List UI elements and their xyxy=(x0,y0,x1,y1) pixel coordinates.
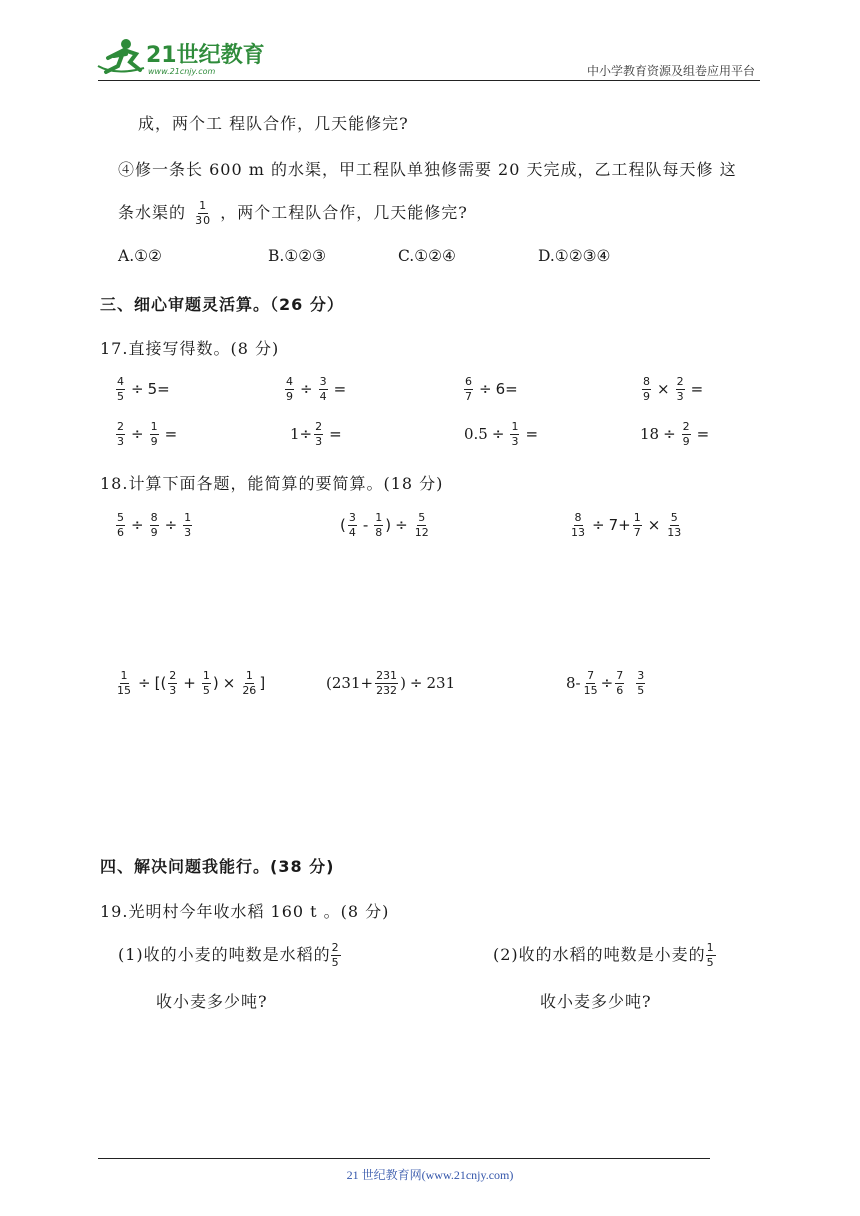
option-a[interactable]: A.①② xyxy=(118,247,162,265)
calc-18-6: 8- $\frac{7}{15}$ ÷ $\frac{7}{6}$ $\frac{3}{5}$ xyxy=(566,669,645,697)
site-logo xyxy=(96,36,296,78)
question-19-sub1-line1: (1)收的小麦的吨数是水稻的 $\frac{2}{5}$ xyxy=(118,941,340,969)
header-platform-text: 中小学教育资源及组卷应用平台 xyxy=(586,64,755,78)
calc-17-1: $\frac{4}{5}$ ÷ 5= xyxy=(117,375,170,403)
header-divider xyxy=(98,80,760,81)
question-19-sub1-line2: 收小麦多少吨? xyxy=(156,992,268,1011)
calc-17-7: 0.5 ÷ $\frac{1}{3}$ = xyxy=(464,420,539,448)
question-16-item-4-line1: ④修一条长 600 m 的水渠，甲工程队单独修需要 20 天完成，乙工程队每天修 这 xyxy=(118,160,737,179)
item4-text-post: ，两个工程队合作，几天能修完? xyxy=(220,203,468,222)
svg-text:21世纪教育: 21世纪教育 xyxy=(146,43,265,68)
calc-18-2: ( $\frac{3}{4}$ - $\frac{1}{8}$ ) ÷ $\frac{5}{12}$ xyxy=(340,511,429,539)
calc-17-8: 18 ÷ $\frac{2}{9}$ = xyxy=(640,420,710,448)
svg-text:www.21cnjy.com: www.21cnjy.com xyxy=(148,67,216,76)
calc-17-4: $\frac{8}{9}$ × $\frac{2}{3}$ = xyxy=(643,375,704,403)
question-16-continued-line: 成，两个工 程队合作，几天能修完? xyxy=(138,114,409,133)
item4-text-pre: 条水渠的 xyxy=(118,203,187,222)
question-18-title: 18.计算下面各题，能简算的要简算。(18 分) xyxy=(100,474,444,493)
section-3-title: 三、细心审题灵活算。（26 分） xyxy=(100,295,344,314)
calc-17-6: 1÷ $\frac{2}{3}$ = xyxy=(290,420,342,448)
fraction-2-5: $\frac{2}{5}$ xyxy=(331,941,340,969)
footer-divider xyxy=(98,1158,710,1159)
calc-17-3: $\frac{6}{7}$ ÷ 6= xyxy=(465,375,518,403)
calc-18-5: (231+ $\frac{231}{232}$ ) ÷ 231 xyxy=(326,669,456,697)
section-4-title: 四、解决问题我能行。(38 分) xyxy=(100,857,335,876)
question-19-sub2-line2: 收小麦多少吨? xyxy=(540,992,652,1011)
question-16-item-4-line2 xyxy=(118,200,468,227)
fraction-1-30: $\frac{1}{30}$ xyxy=(195,199,212,227)
calc-18-4: $\frac{1}{15}$ ÷ [( $\frac{2}{3}$ + $\frac{1}{5}$ ) × $\frac{1}{26}$ ] xyxy=(117,669,266,697)
option-b[interactable]: B.①②③ xyxy=(268,247,327,265)
question-19-title: 19.光明村今年收水稻 160 t 。(8 分) xyxy=(100,902,390,921)
option-d[interactable]: D.①②③④ xyxy=(538,247,611,265)
footer-text[interactable]: 21 世纪教育网(www.21cnjy.com) xyxy=(346,1168,514,1182)
question-17-title: 17.直接写得数。(8 分) xyxy=(100,339,280,358)
fraction-1-5: $\frac{1}{5}$ xyxy=(706,941,715,969)
calc-17-5: $\frac{2}{3}$ ÷ $\frac{1}{9}$ = xyxy=(117,420,178,448)
runner-icon xyxy=(98,39,144,72)
calc-18-3: $\frac{8}{13}$ ÷ 7+ $\frac{1}{7}$ × $\frac{5}{13}$ xyxy=(571,511,682,539)
option-c[interactable]: C.①②④ xyxy=(398,247,456,265)
question-19-sub2-line1: (2)收的水稻的吨数是小麦的 $\frac{1}{5}$ xyxy=(493,941,715,969)
calc-17-2: $\frac{4}{9}$ ÷ $\frac{3}{4}$ = xyxy=(286,375,347,403)
calc-18-1: $\frac{5}{6}$ ÷ $\frac{8}{9}$ ÷ $\frac{1}{3}$ xyxy=(117,511,192,539)
